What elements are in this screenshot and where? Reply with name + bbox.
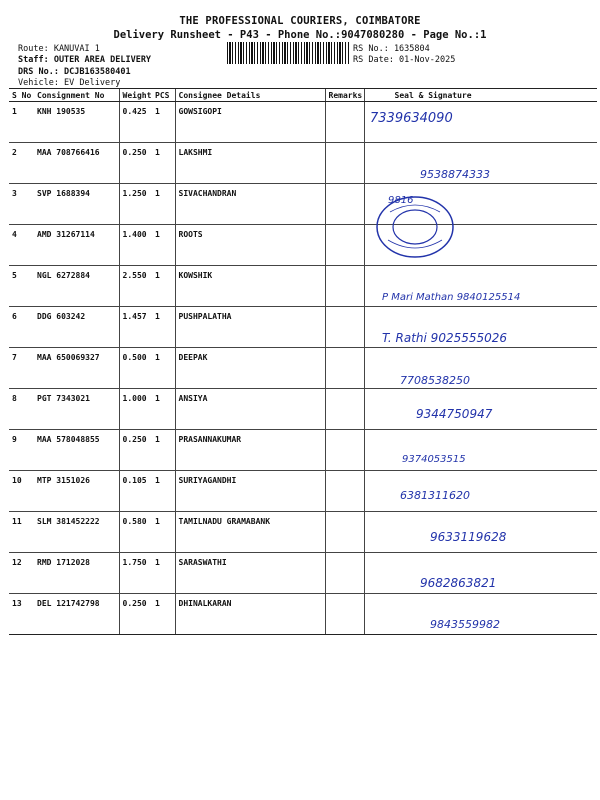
table-row	[9, 348, 597, 389]
table-row	[9, 512, 597, 553]
table-row	[9, 553, 597, 594]
table-row	[9, 143, 597, 184]
signature-text: 9633119628	[430, 530, 507, 544]
table-row	[9, 389, 597, 430]
row-seal	[364, 102, 597, 143]
barcode-icon	[227, 42, 349, 64]
vehicle-label: Vehicle: EV Delivery	[18, 78, 121, 88]
row-consignment: RMD 1712028	[34, 553, 119, 594]
row-sno: 13	[9, 594, 34, 635]
signature-text: 9374053515	[402, 454, 466, 465]
signature-text: T. Rathi 9025555026	[382, 331, 508, 345]
row-consignment: PGT 7343021	[34, 389, 119, 430]
row-remarks	[325, 348, 364, 389]
row-consignment: DEL 121742798	[34, 594, 119, 635]
row-sno: 8	[9, 389, 34, 430]
row-pcs: 1	[152, 430, 175, 471]
row-remarks	[325, 430, 364, 471]
row-seal	[364, 389, 597, 430]
row-seal	[364, 430, 597, 471]
table-row	[9, 266, 597, 307]
row-weight: 1.750	[119, 553, 152, 594]
row-seal	[364, 512, 597, 553]
rs-date: RS Date: 01-Nov-2025	[353, 55, 456, 65]
row-remarks	[325, 225, 364, 266]
row-sno: 6	[9, 307, 34, 348]
row-remarks	[325, 471, 364, 512]
row-pcs: 1	[152, 594, 175, 635]
col-consignment: Consignment No	[34, 89, 119, 102]
row-seal	[364, 143, 597, 184]
row-consignment: MAA 708766416	[34, 143, 119, 184]
row-pcs: 1	[152, 266, 175, 307]
signature-text: 7708538250	[400, 374, 470, 387]
row-remarks	[325, 143, 364, 184]
row-sno: 3	[9, 184, 34, 225]
table-row	[9, 307, 597, 348]
signature-text: 9344750947	[416, 407, 493, 421]
row-sno: 7	[9, 348, 34, 389]
row-consignee: SURIYAGANDHI	[175, 471, 325, 512]
row-pcs: 1	[152, 225, 175, 266]
row-consignee: SIVACHANDRAN	[175, 184, 325, 225]
runsheet-table	[9, 88, 597, 635]
row-consignment: MTP 3151026	[34, 471, 119, 512]
table-header-row	[9, 89, 597, 102]
rs-number: RS No.: 1635804	[353, 44, 430, 54]
row-consignee: GOWSIGOPI	[175, 102, 325, 143]
row-consignee: PUSHPALATHA	[175, 307, 325, 348]
row-seal	[364, 471, 597, 512]
row-weight: 1.000	[119, 389, 152, 430]
row-pcs: 1	[152, 389, 175, 430]
row-remarks	[325, 307, 364, 348]
signature-text: 9816	[388, 195, 414, 206]
table-row	[9, 225, 597, 266]
route-label: Route: KANUVAI 1	[18, 44, 100, 54]
row-consignee: DEEPAK	[175, 348, 325, 389]
signature-text: 9682863821	[420, 576, 497, 590]
row-consignment: SVP 1688394	[34, 184, 119, 225]
row-weight: 2.550	[119, 266, 152, 307]
row-sno: 9	[9, 430, 34, 471]
row-consignment: NGL 6272884	[34, 266, 119, 307]
col-seal: Seal & Signature	[364, 89, 597, 102]
row-weight: 1.400	[119, 225, 152, 266]
row-weight: 0.250	[119, 594, 152, 635]
col-pcs: PCS	[152, 89, 175, 102]
row-weight: 0.105	[119, 471, 152, 512]
row-sno: 2	[9, 143, 34, 184]
row-remarks	[325, 266, 364, 307]
row-consignee: DHINALKARAN	[175, 594, 325, 635]
col-consignee: Consignee Details	[175, 89, 325, 102]
signature-text: P Mari Mathan 9840125514	[382, 292, 521, 303]
staff-label: Staff: OUTER AREA DELIVERY	[18, 55, 152, 65]
row-consignee: TAMILNADU GRAMABANK	[175, 512, 325, 553]
signature-text: 9538874333	[420, 168, 490, 181]
row-pcs: 1	[152, 102, 175, 143]
row-pcs: 1	[152, 471, 175, 512]
row-pcs: 1	[152, 307, 175, 348]
row-seal	[364, 266, 597, 307]
row-pcs: 1	[152, 184, 175, 225]
col-sno: S No	[9, 89, 34, 102]
row-weight: 1.250	[119, 184, 152, 225]
table-row	[9, 184, 597, 225]
row-consignee: ROOTS	[175, 225, 325, 266]
row-sno: 12	[9, 553, 34, 594]
row-seal	[364, 553, 597, 594]
row-consignment: SLM 381452222	[34, 512, 119, 553]
row-remarks	[325, 389, 364, 430]
row-consignee: SARASWATHI	[175, 553, 325, 594]
row-consignee: PRASANNAKUMAR	[175, 430, 325, 471]
row-weight: 0.580	[119, 512, 152, 553]
row-seal	[364, 307, 597, 348]
row-seal	[364, 348, 597, 389]
row-consignment: DDG 603242	[34, 307, 119, 348]
table-row	[9, 471, 597, 512]
seal-stamp-icon	[370, 192, 460, 262]
row-pcs: 1	[152, 143, 175, 184]
row-consignment: MAA 578048855	[34, 430, 119, 471]
table-row	[9, 594, 597, 635]
runsheet-title: Delivery Runsheet - P43 - Phone No.:9047080280 - Page No.:1	[113, 29, 487, 41]
row-sno: 5	[9, 266, 34, 307]
row-remarks	[325, 594, 364, 635]
row-weight: 0.425	[119, 102, 152, 143]
row-weight: 1.457	[119, 307, 152, 348]
row-remarks	[325, 512, 364, 553]
table-row	[9, 430, 597, 471]
row-sno: 4	[9, 225, 34, 266]
row-consignee: LAKSHMI	[175, 143, 325, 184]
signature-text: 9843559982	[430, 618, 500, 631]
row-remarks	[325, 102, 364, 143]
row-weight: 0.250	[119, 143, 152, 184]
row-weight: 0.500	[119, 348, 152, 389]
row-consignment: MAA 650069327	[34, 348, 119, 389]
row-pcs: 1	[152, 553, 175, 594]
row-consignee: ANSIYA	[175, 389, 325, 430]
row-pcs: 1	[152, 512, 175, 553]
drs-number: DRS No.: DCJB163580401	[18, 67, 131, 77]
row-seal	[364, 594, 597, 635]
col-remarks: Remarks	[325, 89, 364, 102]
row-pcs: 1	[152, 348, 175, 389]
row-sno: 1	[9, 102, 34, 143]
row-consignment: AMD 31267114	[34, 225, 119, 266]
col-weight: Weight	[119, 89, 152, 102]
row-consignment: KNH 190535	[34, 102, 119, 143]
table-row	[9, 102, 597, 143]
signature-text: 6381311620	[400, 489, 470, 502]
row-sno: 11	[9, 512, 34, 553]
row-weight: 0.250	[119, 430, 152, 471]
company-name: THE PROFESSIONAL COURIERS, COIMBATORE	[179, 15, 421, 27]
row-sno: 10	[9, 471, 34, 512]
row-remarks	[325, 184, 364, 225]
row-consignee: KOWSHIK	[175, 266, 325, 307]
signature-text: 7339634090	[370, 111, 453, 126]
row-remarks	[325, 553, 364, 594]
